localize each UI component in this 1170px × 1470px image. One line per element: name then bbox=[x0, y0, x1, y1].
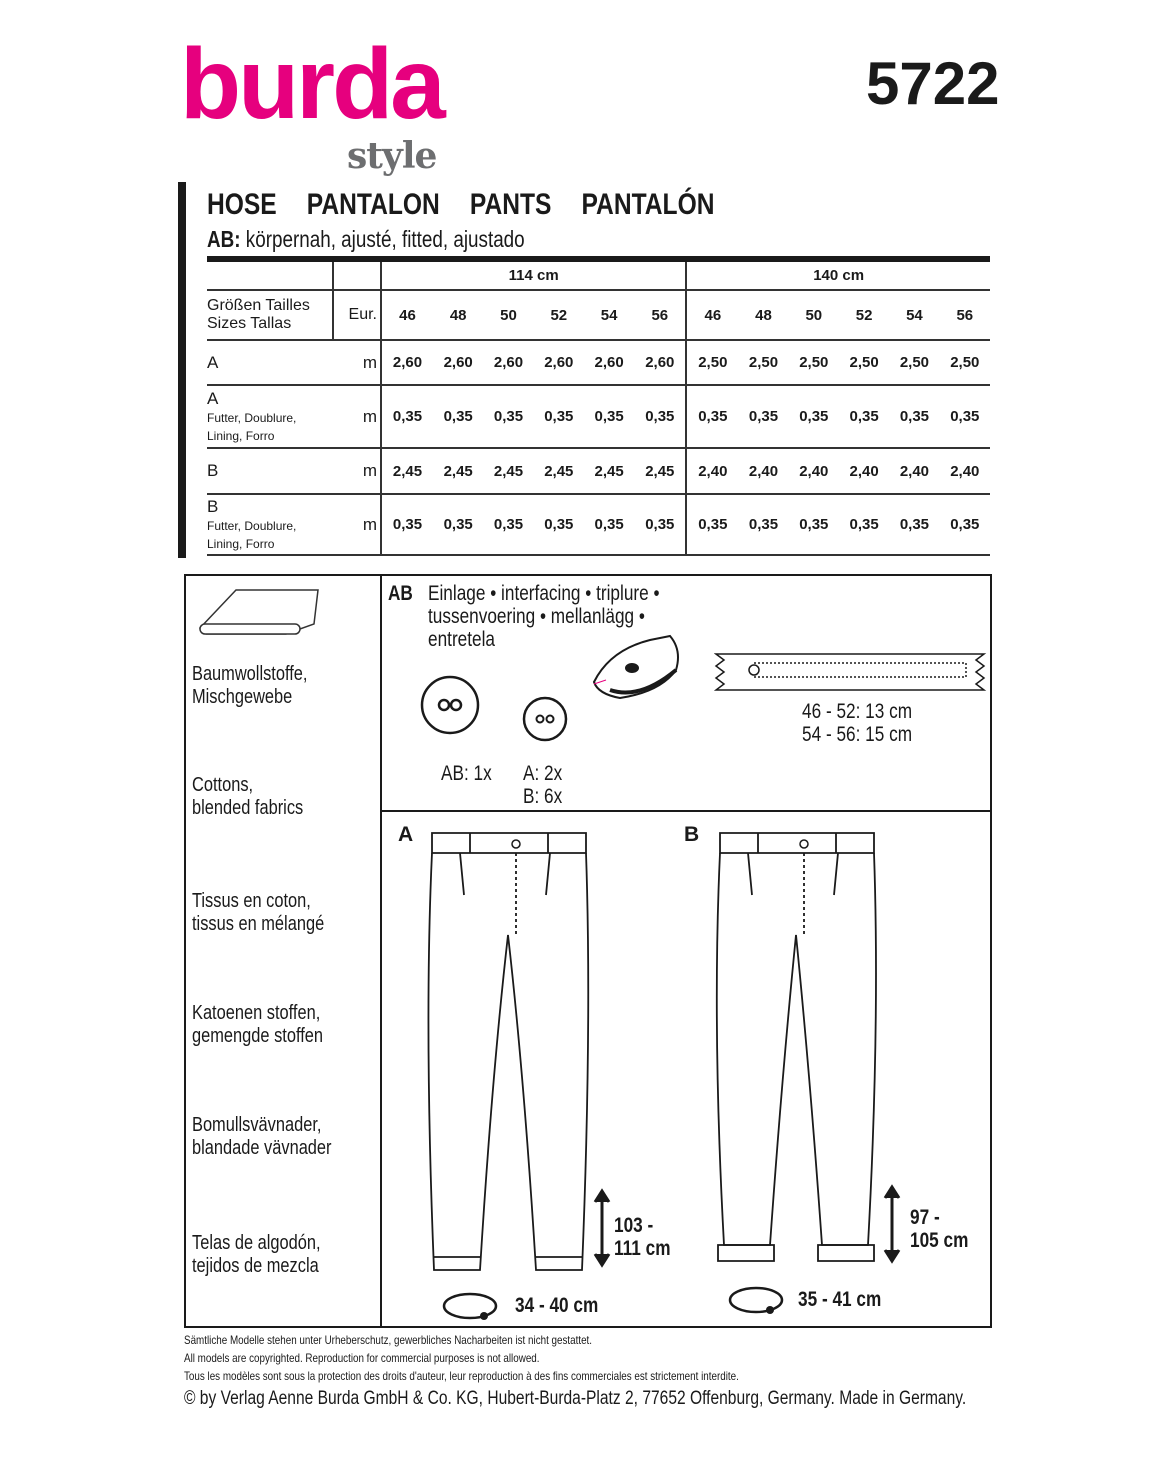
yardage-value: 2,60 bbox=[634, 340, 686, 385]
zipper-lengths: 46 - 52: 13 cm 54 - 56: 15 cm bbox=[802, 700, 913, 746]
yardage-value: 2,40 bbox=[686, 448, 738, 494]
yardage-value: 0,35 bbox=[738, 385, 788, 448]
interfacing-line: tussenvoering • mellanlägg • bbox=[428, 605, 645, 628]
yardage-value: 0,35 bbox=[686, 385, 738, 448]
yardage-value: 0,35 bbox=[789, 494, 839, 555]
large-button-icon bbox=[420, 665, 480, 745]
small-button-qty: A: 2x B: 6x bbox=[523, 762, 563, 808]
table-row bbox=[207, 340, 990, 385]
yardage-value: 0,35 bbox=[584, 494, 634, 555]
fit-views: AB: bbox=[207, 226, 241, 252]
yardage-value: 0,35 bbox=[433, 494, 483, 555]
yardage-value: 2,50 bbox=[940, 340, 990, 385]
yardage-value: 0,35 bbox=[789, 385, 839, 448]
publisher-line: © by Verlag Aenne Burda GmbH & Co. KG, Hubert-Burda-Platz 2, 77652 Offenburg, Germany. Made in Germany. bbox=[184, 1388, 967, 1409]
size-header: 50 bbox=[483, 290, 533, 340]
hem-width-b: 35 - 41 cm bbox=[798, 1288, 882, 1311]
yardage-value: 2,45 bbox=[584, 448, 634, 494]
fabric-recommendation: Bomullsvävnader, blandade vävnader bbox=[192, 1114, 332, 1159]
size-header: 56 bbox=[634, 290, 686, 340]
view-label: B bbox=[207, 448, 333, 494]
yardage-value: 2,60 bbox=[483, 340, 533, 385]
yardage-value: 2,60 bbox=[584, 340, 634, 385]
yardage-value: 2,60 bbox=[381, 340, 433, 385]
zipper-icon bbox=[714, 650, 989, 695]
yardage-value: 0,35 bbox=[381, 385, 433, 448]
fabric-bolt-icon bbox=[196, 584, 321, 642]
fabric-recommendation: Cottons, blended fabrics bbox=[192, 774, 304, 819]
yardage-value: 0,35 bbox=[686, 494, 738, 555]
title-text: HOSE PANTALON PANTS PANTALÓN bbox=[207, 188, 715, 221]
view-b-label: B bbox=[684, 823, 700, 846]
length-arrow-icon bbox=[882, 1184, 902, 1264]
yardage-value: 2,50 bbox=[738, 340, 788, 385]
hem-width-a: 34 - 40 cm bbox=[515, 1294, 599, 1317]
yardage-value: 2,60 bbox=[534, 340, 584, 385]
fabric-recommendation: Tissus en coton, tissus en mélangé bbox=[192, 890, 325, 935]
circumference-icon bbox=[726, 1284, 790, 1318]
table-row bbox=[207, 385, 990, 448]
yardage-value: 0,35 bbox=[433, 385, 483, 448]
yardage-value: 0,35 bbox=[381, 494, 433, 555]
fit-text: körpernah, ajusté, fitted, ajustado bbox=[240, 226, 525, 252]
length-a: 103 - 111 cm bbox=[614, 1214, 671, 1260]
size-header: 46 bbox=[381, 290, 433, 340]
table-row bbox=[207, 494, 990, 555]
view-label: A Futter, Doublure, Lining, Forro bbox=[207, 385, 333, 448]
unit: m bbox=[333, 448, 381, 494]
view-label: B Futter, Doublure, Lining, Forro bbox=[207, 494, 333, 555]
yardage-value: 0,35 bbox=[483, 494, 533, 555]
size-label: Größen Tailles Sizes Tallas bbox=[207, 290, 333, 340]
yardage-value: 0,35 bbox=[634, 494, 686, 555]
width-row bbox=[207, 259, 990, 290]
yardage-value: 2,45 bbox=[534, 448, 584, 494]
pants-b-drawing bbox=[708, 825, 888, 1270]
width-header: 114 cm bbox=[381, 259, 686, 290]
fabric-recommendation: Telas de algodón, tejidos de mezcla bbox=[192, 1232, 321, 1277]
unit: m bbox=[333, 385, 381, 448]
table-row bbox=[207, 448, 990, 494]
size-header: 50 bbox=[789, 290, 839, 340]
large-button-qty: AB: 1x bbox=[441, 762, 492, 785]
page-title bbox=[207, 188, 826, 222]
yardage-value: 0,35 bbox=[634, 385, 686, 448]
size-header: 52 bbox=[534, 290, 584, 340]
eur-label: Eur. bbox=[333, 290, 381, 340]
view-a-label: A bbox=[398, 823, 414, 846]
copyright-fr: Tous les modèles sont sous la protection des droits d'auteur, leur reproduction à des fins commerciales est strictement interdite. bbox=[184, 1369, 739, 1383]
interfacing-line: Einlage • interfacing • triplure • bbox=[428, 582, 660, 605]
yardage-value: 0,35 bbox=[584, 385, 634, 448]
sizes-row bbox=[207, 290, 990, 340]
yardage-value: 2,45 bbox=[433, 448, 483, 494]
size-header: 54 bbox=[889, 290, 939, 340]
view-label: A bbox=[207, 340, 333, 385]
yardage-value: 2,40 bbox=[889, 448, 939, 494]
yardage-value: 2,50 bbox=[889, 340, 939, 385]
yardage-value: 2,40 bbox=[940, 448, 990, 494]
yardage-value: 2,45 bbox=[634, 448, 686, 494]
yardage-value: 0,35 bbox=[534, 494, 584, 555]
yardage-value: 0,35 bbox=[940, 385, 990, 448]
yardage-table bbox=[207, 256, 990, 556]
logo-text: burda bbox=[180, 28, 443, 140]
size-header: 56 bbox=[940, 290, 990, 340]
row-divider bbox=[380, 810, 992, 812]
yardage-value: 0,35 bbox=[940, 494, 990, 555]
size-header: 46 bbox=[686, 290, 738, 340]
size-header: 48 bbox=[433, 290, 483, 340]
unit: m bbox=[333, 340, 381, 385]
fabric-recommendation: Katoenen stoffen, gemengde stoffen bbox=[192, 1002, 324, 1047]
yardage-value: 2,60 bbox=[433, 340, 483, 385]
size-header: 52 bbox=[839, 290, 889, 340]
fabric-recommendation: Baumwollstoffe, Mischgewebe bbox=[192, 663, 308, 708]
pants-a-drawing bbox=[420, 825, 600, 1280]
yardage-value: 2,40 bbox=[738, 448, 788, 494]
yardage-value: 2,50 bbox=[839, 340, 889, 385]
yardage-value: 0,35 bbox=[738, 494, 788, 555]
copyright-de: Sämtliche Modelle stehen unter Urheberschutz, gewerbliches Nacharbeiten ist nicht gestattet. bbox=[184, 1333, 593, 1347]
notions-label: AB bbox=[388, 582, 413, 605]
yardage-value: 0,35 bbox=[839, 494, 889, 555]
circumference-icon bbox=[440, 1290, 504, 1324]
length-arrow-icon bbox=[592, 1188, 612, 1268]
burda-logo bbox=[180, 28, 443, 140]
column-divider bbox=[380, 574, 382, 1328]
fit-description bbox=[207, 226, 594, 253]
yardage-value: 0,35 bbox=[889, 494, 939, 555]
style-logo: style bbox=[347, 135, 437, 177]
empty-cell bbox=[207, 259, 333, 290]
section-bar bbox=[178, 182, 186, 558]
unit: m bbox=[333, 494, 381, 555]
yardage-value: 0,35 bbox=[534, 385, 584, 448]
yardage-value: 2,50 bbox=[686, 340, 738, 385]
yardage-value: 0,35 bbox=[839, 385, 889, 448]
yardage-value: 2,45 bbox=[483, 448, 533, 494]
length-b: 97 - 105 cm bbox=[910, 1206, 969, 1252]
yardage-value: 0,35 bbox=[483, 385, 533, 448]
yardage-value: 2,50 bbox=[789, 340, 839, 385]
yardage-value: 0,35 bbox=[889, 385, 939, 448]
empty-cell bbox=[333, 259, 381, 290]
interfacing-line: entretela bbox=[428, 628, 496, 651]
size-header: 48 bbox=[738, 290, 788, 340]
yardage-value: 2,40 bbox=[839, 448, 889, 494]
yardage-value: 2,45 bbox=[381, 448, 433, 494]
yardage-value: 2,40 bbox=[789, 448, 839, 494]
pattern-number: 5722 bbox=[866, 50, 1000, 117]
iron-icon bbox=[590, 630, 690, 700]
small-button-icon bbox=[520, 690, 570, 746]
width-header: 140 cm bbox=[686, 259, 990, 290]
copyright-en: All models are copyrighted. Reproduction for commercial purposes is not allowed. bbox=[184, 1351, 540, 1365]
size-header: 54 bbox=[584, 290, 634, 340]
